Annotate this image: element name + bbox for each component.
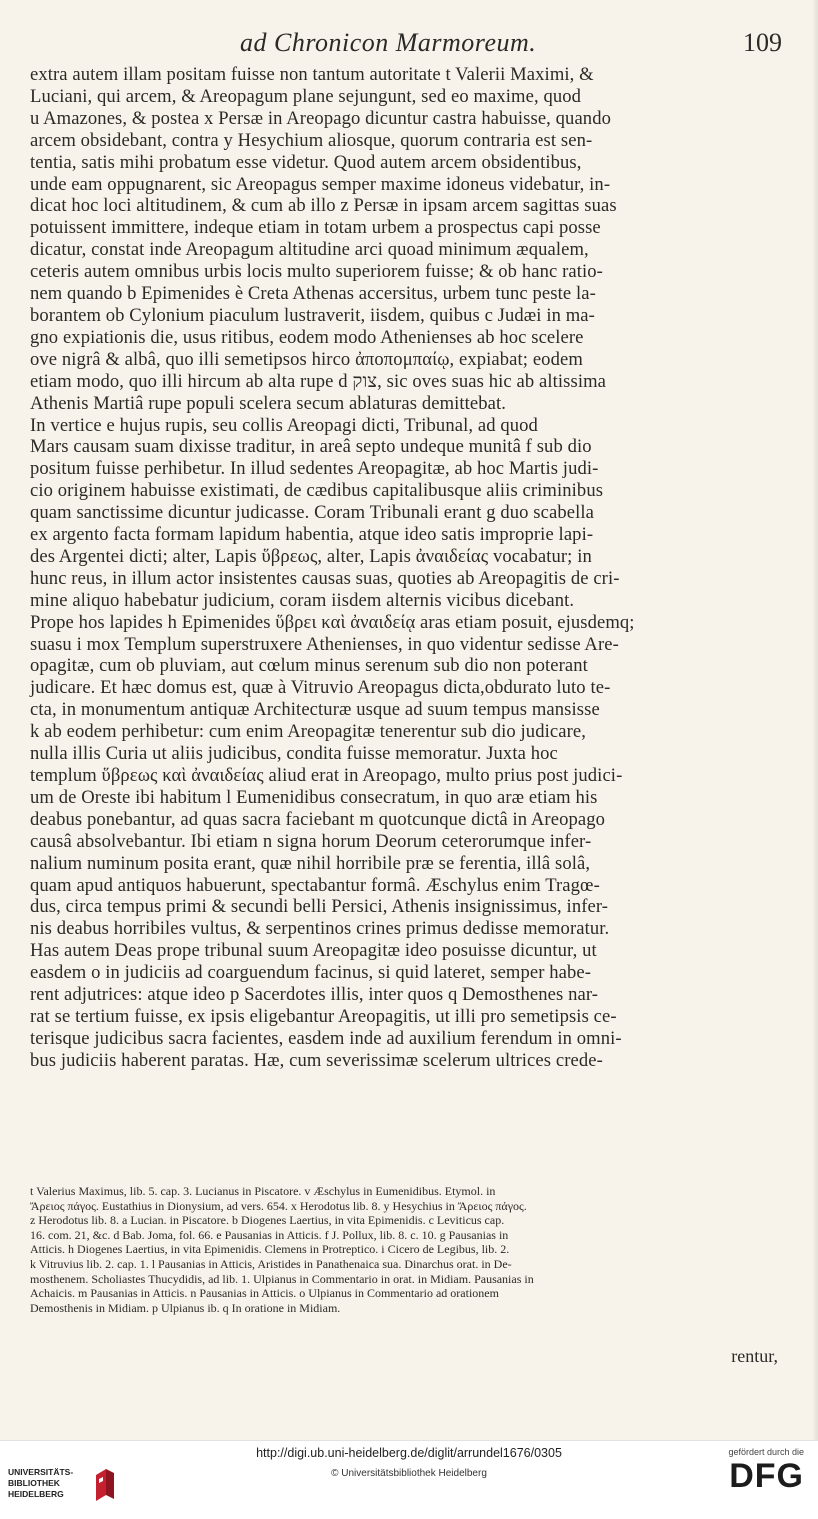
dfg-logo[interactable]: DFG (729, 1457, 804, 1495)
permalink[interactable]: http://digi.ub.uni-heidelberg.de/diglit/arrundel1676/0305 (256, 1446, 562, 1460)
page-edge-shadow (812, 0, 818, 1440)
footnotes: t Valerius Maximus, lib. 5. cap. 3. Lucianus in Piscatore. v Æschylus in Eumenidibus. Etymol. in Ἄρειος πάγος. Eustathius in Dionysium, ad vers. 654. x Herodotus lib. 8. y Hesychius in Ἄρειος πάγος. z Herodotus lib. 8. a Lucian. in Piscatore. b Diogenes Laertius, in vita Epimenidis. c Leviticus cap. 16. com. 21, &c. d Bab. Joma, fol. 66. e Pausanias in Atticis. f J. Pollux, lib. 8. c. 10. g Pausanias in Atticis. h Diogenes Laertius, in vita Epimenidis. Clemens in Protreptico. i Cicero de Legibus, lib. 2. k Vitruvius lib. 2. cap. 1. l Pausanias in Atticis, Aristides in Panathenaica sua. Dinarchus orat. in De- mosthenem. Scholiastes Thucydidis, ad lib. 1. Ulpianus in Commentario in orat. in Midiam. Pausanias in Achaicis. m Pausanias in Atticis. n Pausanias in Atticis. o Ulpianus in Commentario ad orationem Demosthenis in Midiam. p Ulpianus ib. q In oratione in Midiam. (30, 1184, 534, 1315)
copyright-notice: © Universitätsbibliothek Heidelberg (331, 1468, 487, 1479)
funded-by-label: gefördert durch die (728, 1447, 804, 1457)
main-text: extra autem illam positam fuisse non tantum autoritate t Valerii Maximi, & Luciani, qui arcem, & Areopagum plane sejungunt, sed eo maxime, quod u Amazones, & postea x Persæ in Areopago dicuntur castra habuisse, quando arcem obsidebant, contra y Hesychium aliosque, quorum contraria est sen- tentia, satis mihi probatum esse videtur. Quod autem arcem obsidentibus, unde eam oppugnarent, sic Areopagus semper maxime idoneus videbatur, in- dicat hoc loci altitudinem, & cum ab illo z Persæ in ipsam arcem sagittas suas potuissent immittere, indeque etiam in totam urbem a prospectus capi posse dicatur, constat inde Areopagum altitudine arci quoad minimum æqualem, ceteris autem omnibus urbis locis multo superiorem fuisse; & ob hanc ratio- nem quando b Epimenides è Creta Athenas accersitus, urbem tunc peste la- borantem ob Cylonium piaculum lustraverit, iisdem, quibus c Judæi in ma- gno expiationis die, usus ritibus, eodem modo Athenienses ab hoc scelere ove nigrâ & albâ, quo illi semetipsos hirco ἀποπομπαίῳ, expiabat; eodem etiam modo, quo illi hircum ab alta rupe d צוק, sic oves suas hic ab altissima Athenis Martiâ rupe populi scelera secum ablaturas demittebat. In vertice e hujus rupis, seu collis Areopagi dicti, Tribunal, ad quod Mars causam suam dixisse traditur, in areâ septo undeque munitâ f sub dio positum fuisse perhibetur. In illud sedentes Areopagitæ, ab hoc Martis judi- cio originem habuisse existimati, de cædibus capitalibusque aliis criminibus quam sanctissime dicuntur judicasse. Coram Tribunali erant g duo scabella ex argento facta formam lapidum habentia, atque ideo satis improprie lapi- des Argentei dicti; alter, Lapis ὕβρεως, alter, Lapis ἀναιδείας vocabatur; in hunc reus, in illum actor insistentes causas suas, quoties ab Areopagitis de cri- mine aliquo habebatur judicium, coram iisdem alternis vicibus dicebant. Prope hos lapides h Epimenides ὕβρει καὶ ἀναιδείᾳ aras etiam posuit, ejusdemq; suasu i mox Templum superstruxere Athenienses, in quo videntur sedisse Are- opagitæ, cum ob pluviam, aut cœlum minus serenum sub dio non poterant judicare. Et hæc domus est, quæ à Vitruvio Areopagus dicta,obdurato luto te- cta, in monumentum antiquæ Architecturæ usque ad suum tempus mansisse k ab eodem perhibetur: cum enim Areopagitæ tenerentur sub dio judicare, nulla illis Curia ut aliis judicibus, condita fuisse memoratur. Juxta hoc templum ὕβρεως καὶ ἀναιδείας aliud erat in Areopago, multo prius post judici- um de Oreste ibi habitum l Eumenidibus consecratum, in quo aræ etiam his deabus ponebantur, ad quas sacra faciebant m quotcunque dictâ in Areopago causâ absolvebantur. Ibi etiam n signa horum Deorum ceterorumque infer- nalium numinum posita erant, quæ nihil horribile præ se ferentia, illâ solâ, quam apud antiquos habuerunt, spectabantur formâ. Æschylus enim Tragœ- dus, circa tempus primi & secundi belli Persici, Athenis insignissimus, infer- nis deabus horribiles vultus, & serpentinos crines primus dedisse memoratur. Has autem Deas prope tribunal suum Areopagitæ ideo posuisse dicuntur, ut easdem o in judiciis ad coarguendum facinus, si quid lateret, semper habe- rent adjutrices: atque ideo p Sacerdotes illis, inter quos q Demosthenes nar- rat se tertium fuisse, ex ipsis eligebantur Areopagitis, ut illi pro semetipsis ce- terisque judicibus sacra facientes, easdem inde ad auxilium ferendum in omni- bus judiciis haberent paratas. Hæ, cum severissimæ scelerum ultrices crede- (30, 64, 635, 1071)
viewer-footer (0, 1440, 818, 1519)
running-head: ad Chronicon Marmoreum. (240, 28, 537, 57)
page-header (0, 28, 818, 64)
library-name: UNIVERSITÄTS- BIBLIOTHEK HEIDELBERG (8, 1467, 74, 1499)
page-number: 109 (743, 28, 782, 57)
catchword: rentur, (731, 1346, 778, 1366)
